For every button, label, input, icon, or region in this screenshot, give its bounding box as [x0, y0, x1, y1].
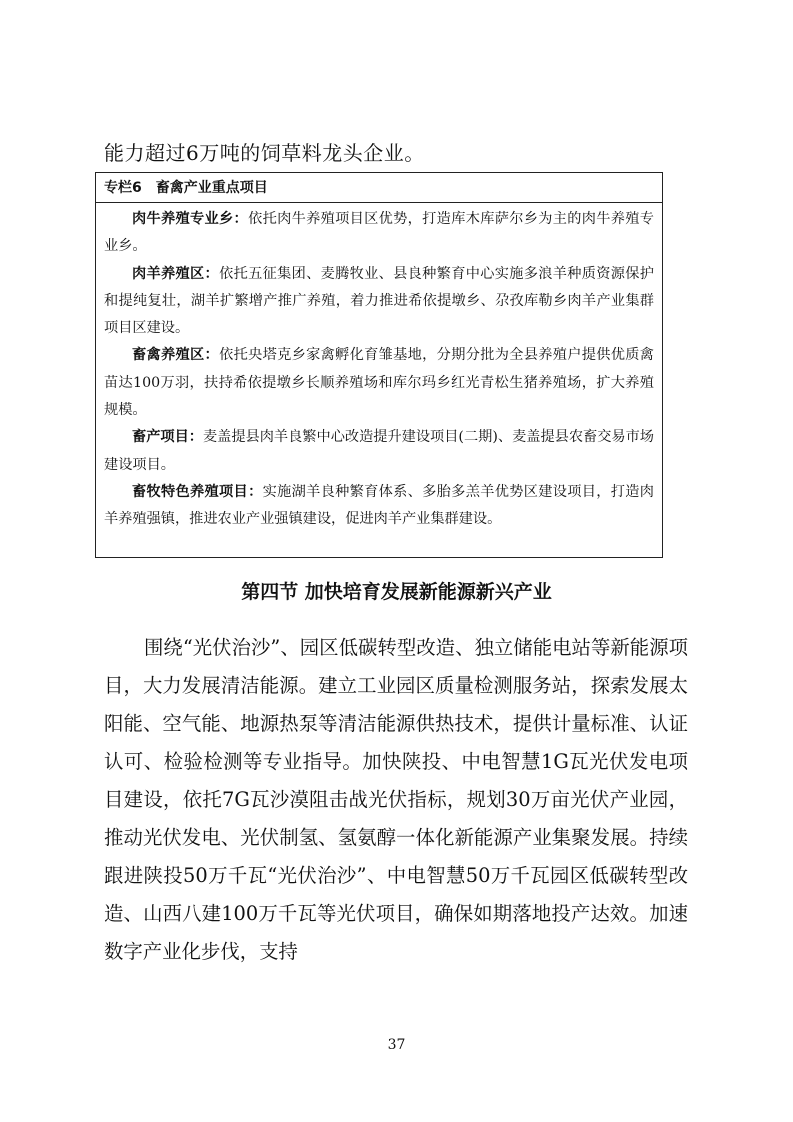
body-paragraph: 围绕“光伏治沙”、园区低碳转型改造、独立储能电站等新能源项目，大力发展清洁能源。建立工业园区质量检测服务站，探索发展太阳能、空气能、地源热泵等清洁能源供热技术，提供计量标准、认证认可、检验检测等专业指导。加快陕投、中电智慧1G瓦光伏发电项目建设，依托7G瓦沙漠阻击战光伏指标，规划30万亩光伏产业园，推动光伏发电、光伏制氢、氢氨醇一体化新能源产业集聚发展。持续跟进陕投50万千瓦“光伏治沙”、中电智慧50万千瓦园区低碳转型改造、山西八建100万千瓦等光伏项目，确保如期落地投产达效。加速数字产业化步伐，支持 [104, 636, 688, 963]
box-item-term: 肉羊养殖区： [132, 265, 220, 282]
box-item-term: 畜禽养殖区： [132, 347, 220, 364]
box-title: 专栏6 畜禽产业重点项目 [96, 173, 662, 203]
feature-box [95, 172, 663, 558]
box-item-term: 畜产项目： [132, 429, 203, 446]
box-item-term: 畜牧特色养殖项目： [132, 483, 263, 500]
box-item [104, 424, 654, 479]
box-item-term: 肉牛养殖专业乡： [132, 211, 249, 227]
box-item-text: 麦盖提县肉羊良繁中心改造提升建设项目(二期)、麦盖提县农畜交易市场建设项目。 [104, 429, 654, 473]
intro-line: 能力超过6万吨的饲草料龙头企业。 [104, 141, 425, 165]
box-body [96, 203, 662, 534]
box-item-text: 依托肉牛养殖项目区优势，打造库木库萨尔乡为主的肉牛养殖专业乡。 [104, 211, 654, 255]
box-item-text: 实施湖羊良种繁育体系、多胎多羔羊优势区建设项目，打造肉羊养殖强镇，推进农业产业强镇建设，促进肉羊产业集群建设。 [104, 483, 654, 528]
box-item [104, 342, 654, 424]
box-item [104, 261, 654, 343]
box-item [104, 206, 654, 261]
box-item-text: 依托央塔克乡家禽孵化育雏基地，分期分批为全县养殖户提供优质禽苗达100万羽，扶持希依提墩乡长顺养殖场和库尔玛乡红光青松生猪养殖场，扩大养殖规模。 [104, 347, 654, 419]
page-number: 37 [387, 1037, 406, 1053]
box-item-text: 依托五征集团、麦腾牧业、县良种繁育中心实施多浪羊种质资源保护和提纯复壮，湖羊扩繁增产推广养殖，着力推进希依提墩乡、尕孜库勒乡肉羊产业集群项目区建设。 [104, 265, 654, 337]
section-heading: 第四节 加快培育发展新能源新兴产业 [241, 581, 552, 603]
box-item [104, 479, 654, 534]
